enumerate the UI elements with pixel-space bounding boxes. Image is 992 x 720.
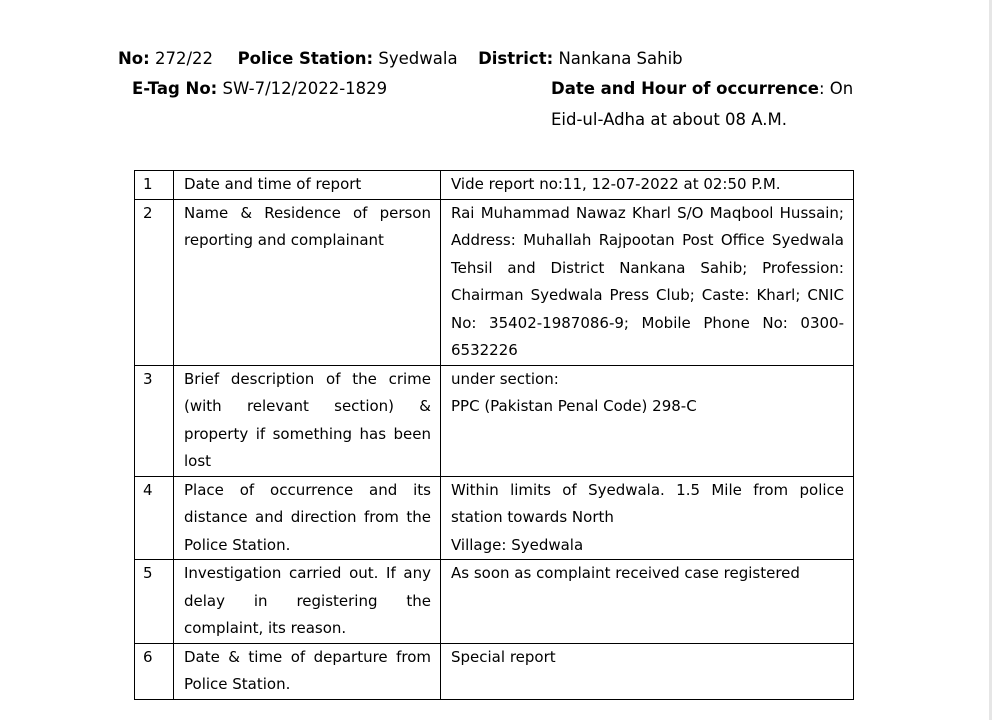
header-line-1 (118, 49, 683, 69)
table-row (135, 365, 854, 476)
case-number-value: 272/22 (155, 49, 214, 68)
row-number: 5 (135, 560, 174, 644)
district-label: District: (478, 49, 554, 68)
table-row (135, 476, 854, 560)
case-number-label: No: (118, 49, 150, 68)
fir-details-table (134, 170, 854, 700)
row-value-crime-description (441, 365, 854, 476)
row-value-complainant (441, 199, 854, 365)
value-line: Within limits of Syedwala. 1.5 Mile from police station towards North (451, 480, 844, 526)
occurrence-heading (551, 79, 853, 99)
police-station-label: Police Station: (237, 49, 374, 68)
table-row (135, 560, 854, 644)
occurrence-value-line1: : On (818, 79, 854, 98)
occurrence-value (551, 110, 787, 130)
row-value-place-of-occurrence (441, 476, 854, 560)
etag-label: E-Tag No: (132, 79, 218, 98)
row-label-report-time: Date and time of report (174, 171, 441, 200)
occurrence-label: Date and Hour of occurrence (551, 79, 819, 98)
district-value: Nankana Sahib (558, 49, 683, 68)
value-line: Village: Syedwala (451, 535, 584, 554)
table-row (135, 171, 854, 200)
row-label-departure: Date & time of departure from Police Station. (174, 643, 441, 699)
row-number: 2 (135, 199, 174, 365)
row-number: 6 (135, 643, 174, 699)
row-label-crime-description: Brief description of the crime (with relevant section) & property if something has been lost (174, 365, 441, 476)
value-line: Special report (451, 647, 556, 666)
row-label-complainant: Name & Residence of person reporting and complainant (174, 199, 441, 365)
row-value-investigation (441, 560, 854, 644)
value-line: Rai Muhammad Nawaz Kharl S/O Maqbool Hussain; Address: Muhallah Rajpootan Post Office Syedwala Tehsil and District Nankana Sahib; Profession: Chairman Syedwala Press Club; Caste: Kharl; CNIC No: 35402-1987086-9; Mobile Phone No: 0300-6532226 (451, 203, 844, 359)
row-label-investigation: Investigation carried out. If any delay in registering the complaint, its reason. (174, 560, 441, 644)
value-line: Vide report no:11, 12-07-2022 at 02:50 P.M. (451, 175, 781, 193)
table-row (135, 199, 854, 365)
row-value-departure (441, 643, 854, 699)
police-station-value: Syedwala (378, 49, 458, 68)
etag-value: SW-7/12/2022-1829 (222, 79, 388, 98)
row-number: 3 (135, 365, 174, 476)
value-line: under section: (451, 369, 559, 388)
value-line: As soon as complaint received case registered (451, 564, 800, 582)
table-row (135, 643, 854, 699)
row-label-place-of-occurrence: Place of occurrence and its distance and direction from the Police Station. (174, 476, 441, 560)
row-value-report-time (441, 171, 854, 200)
occurrence-value-line2: Eid-ul-Adha at about 08 A.M. (551, 110, 787, 129)
value-line: PPC (Pakistan Penal Code) 298-C (451, 397, 697, 415)
header-line-2 (132, 79, 387, 99)
row-number: 4 (135, 476, 174, 560)
row-number: 1 (135, 171, 174, 200)
